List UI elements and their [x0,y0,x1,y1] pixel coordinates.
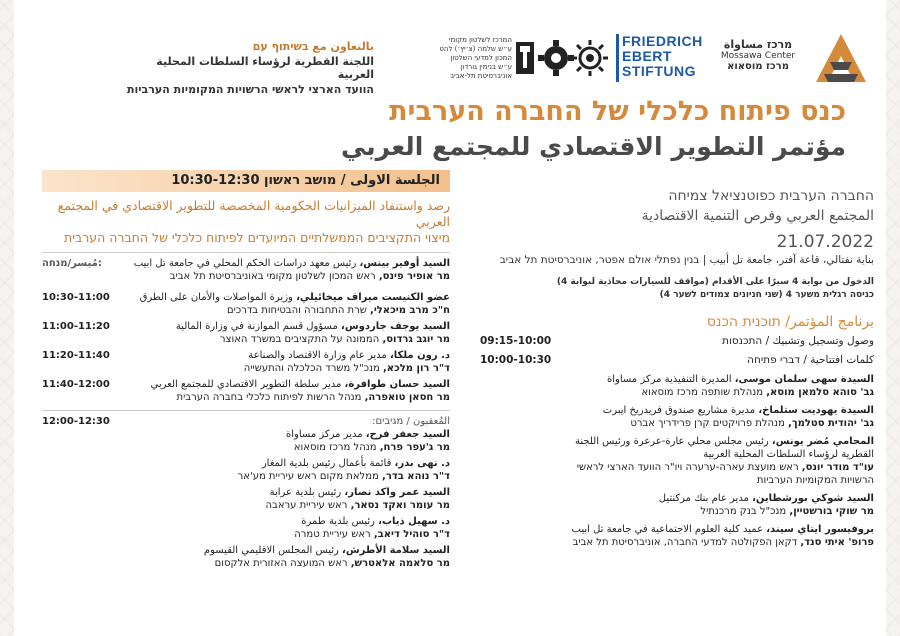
fes-bar [616,34,619,82]
speaker-role-hebrew: מנכ"ל בנק מרכנתיל [700,506,790,517]
speaker-role-hebrew: הממונה על התקציבים במשרד האוצר [219,334,383,345]
respondent-role: مدير مركز مساواة [286,429,366,440]
speaker-role: المديرة التنفيذية مركز مساواة [606,374,735,385]
session-time: 10:30-12:30 [171,173,260,188]
respondent-role: رئيس المجلس الاقليمي القيسوم [203,545,343,556]
mossawa-mark-icon [814,32,868,86]
speaker-role: عميد كلية العلوم الاجتماعية في جامعة تل ابيب [571,524,767,535]
event-venue: بناية نفتالي، قاعة آفتر، جامعة تل أبيب | בנין נפתלי אולם אפטר, אוניברסיטת תל אביב [499,254,874,266]
speaker-name: السيد حسان طوافرة، [344,379,450,390]
speaker [550,404,874,430]
session-row [42,320,450,346]
speaker-name-hebrew: גב' יהודית סטלמך, [788,418,874,429]
partners-block [124,40,374,96]
session-row-time: 11:20-11:40 [42,350,110,361]
fes-logo [622,34,712,88]
respondent-name: السيد سلامة الأطرش، [342,545,450,556]
program-text: كلمات افتتاحية / דברי פתיחה [747,354,874,366]
event-date: 21.07.2022 [776,232,874,252]
poster-sheet [14,0,886,636]
session-row [42,349,450,375]
session-title-arabic: رصد واستنفاد الميزانيات الحكومية المخصصة للتطوير الاقتصادي في المجتمع العربي [57,198,450,229]
speaker-role: مديرة مشاريع صندوق فريدريخ ايبرت [602,405,759,416]
program-title: برنامج المؤتمر/ תוכנית הכנס [706,314,874,330]
tau-emblem-icon [516,42,534,74]
respondent-name-hebrew: מר סלאמה אלאטרש, [350,558,450,569]
fes-line3: STIFTUNG [622,63,696,79]
session-row [42,291,450,317]
speaker-role-hebrew: מנהלת שותפה מרכז מוסאוא [641,387,767,398]
tlv-line: המרכז לשלטון מקומי [448,36,512,44]
speaker-name: عضو الكنيست ميراف ميخائيلي، [296,292,450,303]
divider [42,410,450,411]
tlv-line: ע״ש בנימין גורדון [460,63,512,71]
session-header [42,170,450,192]
moderator-label: مُيسر/מנחה: [42,258,102,269]
respondent-name: د. نهى بدر، [394,458,450,469]
divider [42,252,450,253]
speaker-role-hebrew: מנהל הרשות לפיתוח כלכלי בחברה הערבית [176,392,365,403]
fes-line1: FRIEDRICH [622,33,703,49]
respondent-role: رئيس بلدية طمرة [301,516,379,527]
speaker-role: رئيس مجلس محلي عارة-عرعرة ورئيس اللجنة القطرية لرؤساء السلطات المحلية العربية [575,436,874,460]
speaker-name: المحامي مُضر يونس، [771,436,874,447]
mossawa-name-arabic: מרכז مساواة [723,38,793,51]
tlv-line: המכון למדעי השלטון [450,54,512,62]
left-column [42,170,450,570]
moderator-name-hebrew: מר אופיר פינס, [378,271,450,282]
moderator-name: السيد أوفير بينس، [359,258,450,269]
speaker [550,523,874,549]
topic-hebrew: החברה הערבית כפוטנציאל צמיחה [668,188,874,204]
respondent-name: السيد جعفر فرح، [365,429,450,440]
right-column [480,186,874,549]
moderator-row [42,257,450,283]
speaker-name: السيدة يهوديت ستلماخ، [758,405,874,416]
speaker-role-hebrew: מנהלת פרויקטים קרן פרידריך אברט [630,418,789,429]
mossawa-logo [698,32,868,88]
program-text: وصول وتسجيل وتشبيك / התכנסות [722,335,874,347]
partner-icons [512,36,612,80]
program-time: 10:00-10:30 [480,354,552,366]
tlv-local-government-center [432,36,512,81]
speaker-role: وزيرة المواصلات والأمان على الطرق [139,292,297,303]
respondents-row [42,415,450,570]
topic-arabic: المجتمع العربي وفرص التنمية الاقتصادية [641,208,874,224]
program-row [480,334,874,349]
respondent-name: السيد عمر واكد نصار، [344,487,450,498]
respondent-name-hebrew: ד"ר סוהיל דיאב, [373,529,450,540]
speaker-name-hebrew: ח"כ מרב מיכאלי, [370,305,450,316]
speaker-name-hebrew: פרופ' איתי סנד, [800,537,874,548]
entry-info [480,276,874,302]
tlv-line: אוניברסיטת תל-אביב [450,72,512,80]
title-hebrew: כנס פיתוח כלכלי של החברה הערבית [389,96,846,127]
respondent-role: قائمة بأعمال رئيس بلدية المغار [261,458,395,469]
speaker [550,435,874,487]
speaker-name: د. رون ملكا، [389,350,450,361]
moderator-role: رئيس معهد دراسات الحكم المحلي في جامعة تل ابيب [133,258,360,269]
fes-line2: EBERT [622,48,672,64]
partners-arabic: اللجنة القطرية لرؤساء السلطات المحلية العربية [156,55,374,81]
speaker [550,492,874,518]
speaker-role: مدير عام بنك مركنتيل [658,493,753,504]
respondent-role-hebrew: ראש המועצה האזורית אלקסום [214,558,351,569]
discussion-time: 12:00-12:30 [42,416,110,427]
respondent-role: رئيس بلدية عرابة [269,487,345,498]
session-title-hebrew: מיצוי התקציבים הממשלתיים המיועדים לפיתוח כלכלי של החברה הערבית [63,230,450,245]
session-row-time: 10:30-11:00 [42,292,110,303]
speaker-name-hebrew: מר שוקי בורשטיין, [789,506,874,517]
respondent-role-hebrew: מנהל מרכז מוסאוא [293,442,380,453]
respondent-name-hebrew: ד"ר נוהא בדר, [382,471,450,482]
respondent-name-hebrew: מר עומר ואקד נסאר, [350,500,450,511]
tlv-line: ע״ש שלמה (צ׳יץ׳) להט [439,45,512,53]
speaker-role-hebrew: ראש מועצת עארה-ערערה ויו"ר הוועד הארצי לראשי הרשויות המקומיות הערביות [576,462,874,486]
speaker-role: مسؤول قسم الموازنة في وزارة المالية [175,321,342,332]
speaker-name-hebrew: ד"ר רון מלכא, [383,363,450,374]
partners-with: بالتعاون مع בשיתוף עם [252,40,374,53]
speaker-role-hebrew: דקאן הפקולטה למדעי החברה, אוניברסיטת תל אביב [572,537,801,548]
speaker-name-hebrew: מר יוגב גרדוס, [382,334,450,345]
speaker [550,373,874,399]
respondent-role-hebrew: ראש עיריית עראבה [265,500,351,511]
respondent-role-hebrew: ראש עיריית טמרה [294,529,374,540]
session-row-time: 11:00-11:20 [42,321,110,332]
speaker-role-hebrew: מנכ"ל משרד הכלכלה והתעשייה [243,363,383,374]
speaker-role: مدير عام وزارة الاقتصاد والصناعة [248,350,390,361]
speaker-role: مدير سلطة التطوير الاقتصادي للمجتمع العربي [150,379,345,390]
sun-icon [572,40,608,76]
program-time: 09:15-10:00 [480,335,552,347]
respondent-role-hebrew: ממלאת מקום ראש עיריית מע'אר [237,471,383,482]
respondent-name-hebrew: מר ג'עפר פרח, [379,442,450,453]
speaker-name: بروفيسور ايتاي سيند، [766,524,874,535]
respondent-name: د. سهيل ذياب، [378,516,450,527]
session-label: الجلسة الاولى / מושב ראשון [264,173,440,188]
mossawa-name-hebrew: מרכז מוסאוא [727,61,789,72]
entry-hebrew: כניסה רגלית משער 4 (שני חניונים צמודים לשער 4) [659,290,874,300]
gear-icon [538,40,574,76]
entry-arabic: الدخول من بوابة 4 سيرًا على الأقدام (مواقف للسيارات محاذية لبوابة 4) [556,277,874,287]
session-row [42,378,450,404]
partners-hebrew: הוועד הארצי לראשי הרשויות המקומיות הערביות [127,83,374,96]
speaker-role-hebrew: שרת התחבורה והבטיחות בדרכים [227,305,371,316]
speaker-name-hebrew: גב' סוהא סלמאן מוסא, [766,387,874,398]
speaker-name-hebrew: מר חסאן טואפרה, [364,392,450,403]
program-row [480,353,874,368]
mossawa-name-english: Mossawa Center [720,51,796,61]
speaker-name: السيد شوكي بورشطاين، [752,493,874,504]
speaker-name: السيدة سهى سلمان موسى، [734,374,874,385]
speaker-name: السيد يوجف جاردوس، [341,321,450,332]
session-row-time: 11:40-12:00 [42,379,110,390]
moderator-role-hebrew: ראש המכון לשלטון מקומי באוניברסיטת תל אביב [169,271,379,282]
title-arabic: مؤتمر التطوير الاقتصادي للمجتمع العربي [340,132,846,161]
respondents-label: المُعقبون / מגיבים: [372,416,450,427]
speaker-name-hebrew: עו"ד מודר יונס, [801,462,874,473]
